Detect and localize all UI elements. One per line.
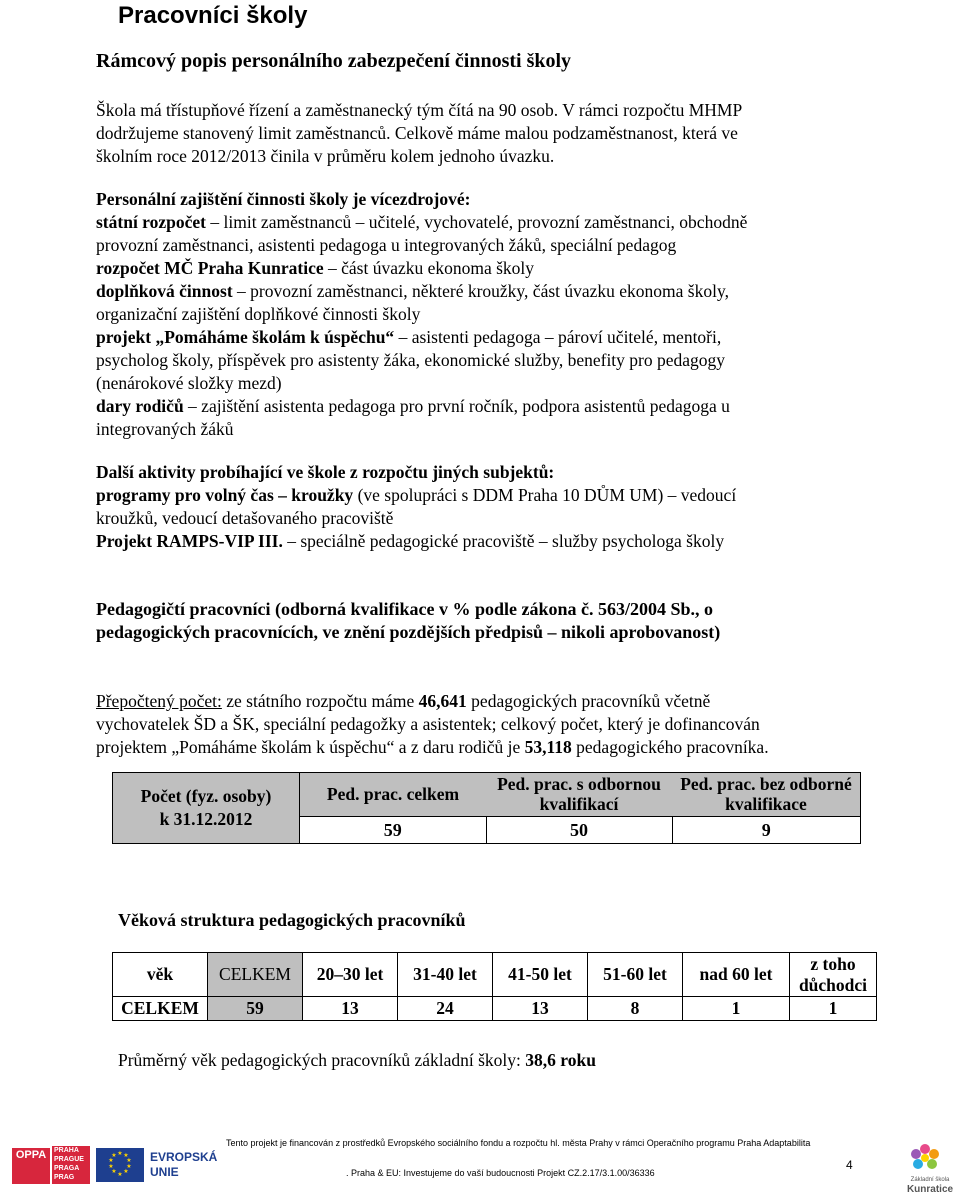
qualification-heading — [96, 598, 864, 644]
age-cell: 1 — [683, 997, 790, 1021]
praha-row: PRAGUE — [54, 1156, 84, 1163]
oppa-text: OPPA — [15, 1149, 47, 1161]
col-header-unqualified: Ped. prac. bez odborné kvalifikace — [672, 773, 861, 817]
svg-text:★: ★ — [123, 1152, 129, 1159]
svg-text:★: ★ — [126, 1157, 132, 1164]
school-label-line: Základní škola — [910, 1177, 950, 1183]
age-cell: CELKEM — [113, 997, 208, 1021]
footer-project-text: . Praha & EU: Investujeme do vaší budoucnosti Projekt CZ.2.17/3.1.00/36336 — [346, 1168, 655, 1178]
page-title: Pracovníci školy — [118, 2, 308, 29]
average-age-text: Průměrný věk pedagogických pracovníků základní školy: — [118, 1050, 526, 1070]
eu-flag-icon — [96, 1148, 144, 1182]
ramps-text: – speciálně pedagogické pracoviště – služby psychologa školy — [282, 531, 725, 551]
project-line-3: (nenárokové složky mezd) — [96, 373, 282, 393]
col-header-qualified: Ped. prac. s odbornou kvalifikací — [486, 773, 672, 817]
praha-row: PRAGA — [54, 1165, 80, 1172]
praha-logo — [52, 1146, 90, 1184]
count-row-header-line: Počet (fyz. osoby) — [140, 786, 272, 806]
supplementary-line-2: organizační zajištění doplňkové činnosti školy — [96, 304, 421, 324]
project-text: – asistenti pedagoga – pároví učitelé, mentoři, — [394, 327, 722, 347]
age-cell: 59 — [208, 997, 303, 1021]
eu-stars-icon — [96, 1148, 144, 1182]
count-row-header — [113, 773, 300, 844]
mc-budget-text: – část úvazku ekonoma školy — [323, 258, 535, 278]
recalc-value-total: 53,118 — [524, 737, 572, 757]
svg-text:★: ★ — [111, 1152, 117, 1159]
svg-text:★: ★ — [117, 1150, 123, 1157]
recalc-paragraph — [96, 690, 864, 759]
other-activities-section — [96, 461, 864, 553]
eu-label — [150, 1150, 217, 1180]
age-header: z toho důchodci — [790, 953, 877, 997]
section-title: Rámcový popis personálního zabezpečení činnosti školy — [96, 50, 572, 72]
intro-paragraph — [96, 99, 864, 168]
state-budget-line-2: provozní zaměstnanci, asistenti pedagoga u integrovaných žáků, speciální pedagog — [96, 235, 677, 255]
supplementary-line — [96, 280, 864, 303]
mc-budget-label: rozpočet MČ Praha Kunratice — [96, 258, 324, 278]
project-line — [96, 326, 864, 349]
state-budget-text: – limit zaměstnanců – učitelé, vychovatelé, provozní zaměstnanci, obchodně — [206, 212, 748, 232]
age-header: 51-60 let — [588, 953, 683, 997]
svg-text:★: ★ — [123, 1168, 129, 1175]
flower-icon — [900, 1140, 950, 1180]
svg-text:★: ★ — [108, 1157, 114, 1164]
age-header: věk — [113, 953, 208, 997]
funding-section — [96, 188, 864, 441]
project-label: projekt „Pomáháme školám k úspěchu“ — [96, 327, 395, 347]
recalc-text: pedagogických pracovníků včetně — [466, 691, 711, 711]
project-line-2: psycholog školy, příspěvek pro asistenty žáka, ekonomické služby, benefity pro pedagogy — [96, 350, 726, 370]
intro-line: dodržujeme stanovený limit zaměstnanců. Celkově máme malou podzaměstnanost, která ve — [96, 123, 738, 143]
count-row-header-line: k 31.12.2012 — [159, 809, 253, 829]
ramps-label: Projekt RAMPS-VIP III. — [96, 531, 283, 551]
supplementary-text: – provozní zaměstnanci, některé kroužky, část úvazku ekonoma školy, — [232, 281, 729, 301]
recalc-line-3 — [96, 736, 864, 759]
mc-budget-line — [96, 257, 864, 280]
eu-label-line: UNIE — [150, 1165, 179, 1179]
age-cell: 1 — [790, 997, 877, 1021]
age-cell: 24 — [398, 997, 493, 1021]
svg-text:★: ★ — [117, 1171, 123, 1178]
page-number: 4 — [846, 1158, 853, 1172]
age-structure-title: Věková struktura pedagogických pracovníků — [118, 910, 466, 930]
oppa-logo — [12, 1148, 50, 1184]
programs-label: programy pro volný čas – kroužky — [96, 485, 354, 505]
school-label-line: Kunratice — [906, 1184, 954, 1195]
age-cell: 8 — [588, 997, 683, 1021]
recalc-line-1 — [96, 690, 864, 713]
gifts-text: – zajištění asistenta pedagoga pro první ročník, podpora asistentů pedagoga u — [183, 396, 730, 416]
eu-label-line: EVROPSKÁ — [150, 1150, 218, 1164]
age-structure-table — [112, 952, 877, 1021]
age-cell: 13 — [493, 997, 588, 1021]
recalc-label: Přepočtený počet: — [96, 691, 222, 711]
state-budget-label: státní rozpočet — [96, 212, 206, 232]
praha-row: PRAHA — [54, 1147, 79, 1154]
programs-line — [96, 484, 864, 507]
age-header: 41-50 let — [493, 953, 588, 997]
qualification-line: pedagogických pracovnících, ve znění pozdějších předpisů – nikoli aprobovanost) — [96, 622, 721, 642]
qualification-line: Pedagogičtí pracovníci (odborná kvalifikace v % podle zákona č. 563/2004 Sb., o — [96, 599, 714, 619]
footer-funding-text: Tento projekt je financován z prostředků Evropského sociálního fondu a rozpočtu hl. města Prahy v rámci Operačního programu Praha Adaptabilita — [226, 1138, 811, 1148]
average-age-value: 38,6 roku — [525, 1050, 596, 1070]
age-cell: 13 — [303, 997, 398, 1021]
age-header: nad 60 let — [683, 953, 790, 997]
recalc-text: pedagogického pracovníka. — [571, 737, 769, 757]
value-qualified: 50 — [486, 816, 672, 843]
gifts-label: dary rodičů — [96, 396, 184, 416]
state-budget-line — [96, 211, 864, 234]
funding-title: Personální zajištění činnosti školy je vícezdrojové: — [96, 189, 471, 209]
programs-text: (ve spolupráci s DDM Praha 10 DŮM UM) – vedoucí — [353, 485, 737, 505]
recalc-line-2: vychovatelek ŠD a ŠK, speciální pedagožky a asistentek; celkový počet, který je dofinancován — [96, 714, 760, 734]
staff-count-table — [112, 772, 861, 844]
supplementary-label: doplňková činnost — [96, 281, 233, 301]
value-total: 59 — [300, 816, 487, 843]
recalc-value-state: 46,641 — [418, 691, 467, 711]
praha-row: PRAG — [54, 1174, 75, 1181]
intro-line: školním roce 2012/2013 činila v průměru kolem jednoho úvazku. — [96, 146, 555, 166]
svg-text:★: ★ — [108, 1163, 114, 1170]
age-header: 20–30 let — [303, 953, 398, 997]
recalc-text: projektem „Pomáháme školám k úspěchu“ a z daru rodičů je — [96, 737, 525, 757]
ramps-line — [96, 530, 864, 553]
gifts-line — [96, 395, 864, 418]
value-unqualified: 9 — [672, 816, 861, 843]
intro-line: Škola má třístupňové řízení a zaměstnanecký tým čítá na 90 osob. V rámci rozpočtu MHMP — [96, 100, 743, 120]
col-header-total: Ped. prac. celkem — [300, 773, 487, 817]
programs-line-2: kroužků, vedoucí detašovaného pracoviště — [96, 508, 394, 528]
age-header: CELKEM — [208, 953, 303, 997]
recalc-text: ze státního rozpočtu máme — [221, 691, 419, 711]
age-header: 31-40 let — [398, 953, 493, 997]
average-age — [118, 1050, 596, 1071]
school-label — [902, 1176, 958, 1195]
gifts-line-2: integrovaných žáků — [96, 419, 234, 439]
school-logo-icon — [900, 1140, 950, 1180]
other-activities-title: Další aktivity probíhající ve škole z rozpočtu jiných subjektů: — [96, 462, 555, 482]
svg-text:★: ★ — [111, 1168, 117, 1175]
svg-text:★: ★ — [126, 1163, 132, 1170]
